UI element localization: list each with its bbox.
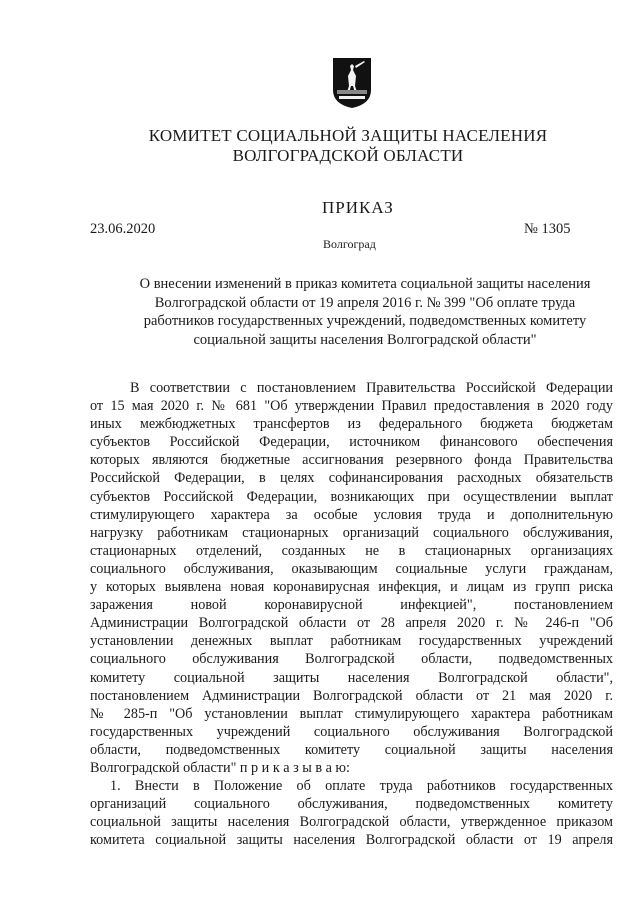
body-line: Администрации Волгоградской области от 28 апреля 2020 г. № 246-п "Об <box>90 615 613 632</box>
order-title: ПРИКАЗ <box>322 198 394 217</box>
body-line: иных межбюджетных трансфертов из федерального бюджета бюджетам <box>90 416 613 433</box>
body-line: субъектов Российской Федерации, источником финансового обеспечения <box>90 434 613 451</box>
order-city: Волгоград <box>323 237 376 251</box>
body-line: которых являются бюджетные ассигнования резервного фонда Правительства <box>90 452 613 469</box>
committee-name-line2: ВОЛГОГРАДСКОЙ ОБЛАСТИ <box>232 146 464 165</box>
body-line: В соответствии с постановлением Правительства Российской Федерации <box>130 380 613 396</box>
body-line: социального обслуживания, оказывающим социальные услуги гражданам, <box>90 560 613 577</box>
subject-line: О внесении изменений в приказ комитета социальной защиты населения <box>139 276 591 292</box>
body-line: Волгоградской области" п р и к а з ы в а ю: <box>90 759 350 776</box>
body-line: организаций социального обслуживания, подведомственных комитету <box>90 796 613 813</box>
body-line: заражения новой коронавирусной инфекцией", постановлением <box>90 597 613 614</box>
order-subject <box>90 275 640 349</box>
body-line: комитету социальной защиты населения Волгоградской области", <box>90 669 613 686</box>
subject-line: социальной защиты населения Волгоградской области" <box>193 331 537 348</box>
subject-line: работников государственных учреждений, подведомственных комитету <box>143 313 587 329</box>
body-line: государственных учреждений социального обслуживания Волгоградской <box>90 723 613 740</box>
body-line: № 285-п "Об установлении выплат стимулирующего характера работникам <box>90 705 613 722</box>
body-line: комитета социальной защиты населения Волгоградской области от 19 апреля <box>90 832 613 849</box>
order-number: № 1305 <box>524 221 571 237</box>
body-line: стимулирующего характера за особые условия труда и дополнительную <box>90 506 613 523</box>
order-body <box>90 379 613 849</box>
body-line: у которых выявлена новая коронавирусная инфекция, и лицам из групп риска <box>90 579 613 596</box>
body-line: от 15 мая 2020 г. № 681 "Об утверждении Правил предоставления в 2020 году <box>90 398 613 415</box>
body-line: установлении денежных выплат работникам государственных учреждений <box>90 633 613 650</box>
body-line: нагрузку работникам стационарных организаций социального обслуживания, <box>90 524 613 541</box>
body-line: субъектов Российской Федерации, возникающих при осуществлении выплат <box>90 488 613 505</box>
subject-line: Волгоградской области от 19 апреля 2016 г. № 399 "Об оплате труда <box>154 294 576 311</box>
body-line: социального обслуживания Волгоградской области, подведомственных <box>90 651 613 668</box>
body-line: стационарных отделений, созданных не в стационарных организациях <box>90 542 613 559</box>
body-line: 1. Внести в Положение об оплате труда работников государственных <box>110 778 613 795</box>
body-line: социальной защиты населения Волгоградской области, утвержденное приказом <box>90 814 613 831</box>
committee-name-line1: КОМИТЕТ СОЦИАЛЬНОЙ ЗАЩИТЫ НАСЕЛЕНИЯ <box>148 126 548 145</box>
body-line: Российской Федерации, в целях софинансирования расходных обязательств <box>90 470 613 487</box>
volgograd-coat-of-arms-emblem <box>331 56 373 110</box>
body-line: постановлением Администрации Волгоградской области от 21 мая 2020 г. <box>90 687 613 704</box>
order-date: 23.06.2020 <box>90 221 156 237</box>
body-line: области, подведомственных комитету социальной защиты населения <box>90 741 613 758</box>
